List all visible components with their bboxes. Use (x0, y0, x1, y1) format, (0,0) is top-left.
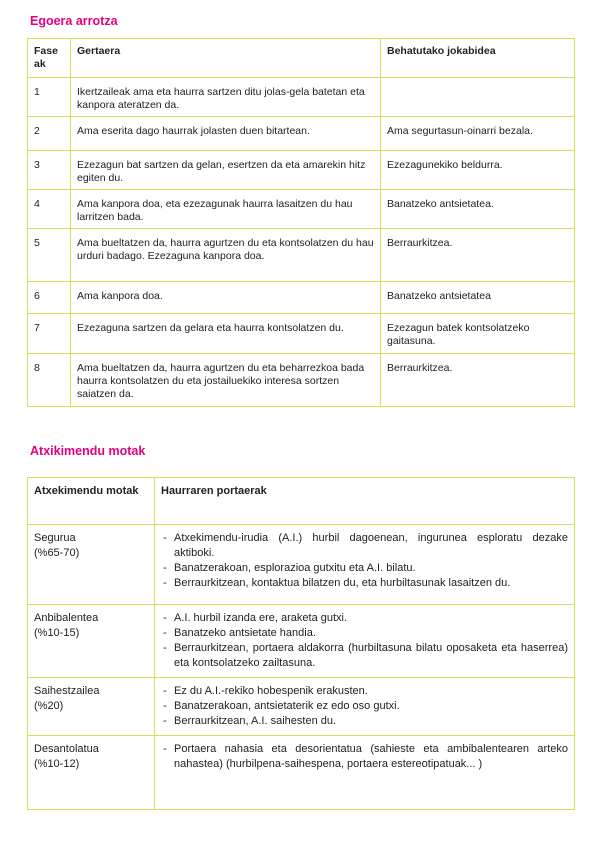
behavior-list-cell (155, 736, 575, 810)
phase-number: 8 (28, 354, 71, 407)
table-row (28, 525, 575, 605)
header-attachment-type: Atxekimendu motak (28, 478, 155, 525)
table-row (28, 151, 575, 190)
table-row (28, 605, 575, 678)
phase-number: 3 (28, 151, 71, 190)
event-text: Ama kanpora doa. (71, 282, 381, 314)
phase-number: 6 (28, 282, 71, 314)
behavior-list-cell (155, 605, 575, 678)
strange-situation-table (27, 38, 575, 407)
event-text: Ezezaguna sartzen da gelara eta haurra kontsolatzen du. (71, 314, 381, 354)
behavior-text: Ezezagun batek kontsolatzeko gaitasuna. (381, 314, 575, 354)
table-header-row (28, 478, 575, 525)
list-item: - Atxekimendu-irudia (A.I.) hurbil dagoenean, ingurunea esploratu dezake aktiboki. (161, 531, 568, 561)
table-header-row (28, 39, 575, 78)
phase-number: 7 (28, 314, 71, 354)
attachment-type-cell (28, 736, 155, 810)
list-item: - Banatzerakoan, antsietaterik ez edo oso gutxi. (161, 699, 568, 714)
event-text: Ama bueltatzen da, haurra agurtzen du eta kontsolatzen du hau urduri badago. Ezezaguna kanpora doa. (71, 229, 381, 282)
list-item: - Berraurkitzean, A.I. saihesten du. (161, 714, 568, 729)
behavior-list-cell (155, 678, 575, 736)
event-text: Ikertzaileak ama eta haurra sartzen ditu jolas-gela batetan eta kanpora ateratzen da. (71, 78, 381, 117)
table-row (28, 678, 575, 736)
attachment-type-percent: (%10-15) (34, 627, 80, 639)
behavior-list (161, 742, 568, 772)
behavior-text: Berraurkitzea. (381, 229, 575, 282)
table-row (28, 190, 575, 229)
table-row (28, 314, 575, 354)
attachment-type-name: Desantolatua (34, 743, 99, 755)
table-row (28, 229, 575, 282)
behavior-text: Banatzeko antsietatea (381, 282, 575, 314)
table-row (28, 282, 575, 314)
list-item: - Portaera nahasia eta desorientatua (sahieste eta ambibalentearen arteko nahastea) (hurbilpena-saihespena, portaera estereotipatuak... ) (161, 742, 568, 772)
phase-number: 2 (28, 117, 71, 151)
header-child-behavior: Haurraren portaerak (155, 478, 575, 525)
table-row (28, 117, 575, 151)
phase-number: 1 (28, 78, 71, 117)
list-item: - Banatzeko antsietate handia. (161, 626, 568, 641)
event-text: Ezezagun bat sartzen da gelan, esertzen da eta amarekin hitz egiten du. (71, 151, 381, 190)
table-row (28, 736, 575, 810)
attachment-type-cell (28, 605, 155, 678)
event-text: Ama eserita dago haurrak jolasten duen bitartean. (71, 117, 381, 151)
header-phase: Fase ak (28, 39, 71, 78)
behavior-text: Berraurkitzea. (381, 354, 575, 407)
behavior-list (161, 611, 568, 671)
attachment-type-name: Segurua (34, 532, 76, 544)
event-text: Ama kanpora doa, eta ezezagunak haurra lasaitzen du hau larritzen bada. (71, 190, 381, 229)
header-event: Gertaera (71, 39, 381, 78)
attachment-type-percent: (%65-70) (34, 547, 80, 559)
attachment-type-cell (28, 525, 155, 605)
behavior-text: Ama segurtasun-oinarri bezala. (381, 117, 575, 151)
behavior-list (161, 531, 568, 591)
table-row (28, 354, 575, 407)
attachment-type-name: Saihestzailea (34, 685, 100, 697)
list-item: - Berraurkitzean, portaera aldakorra (hurbiltasuna bilatu oposaketa eta haserrea) eta kontsolatzeko zailtasuna. (161, 641, 568, 671)
list-item: - Ez du A.I.-rekiko hobespenik erakusten. (161, 684, 568, 699)
list-item: - Berraurkitzean, kontaktua bilatzen du, eta hurbiltasunak lasaitzen du. (161, 576, 568, 591)
attachment-type-percent: (%10-12) (34, 758, 80, 770)
list-item: - A.I. hurbil izanda ere, araketa gutxi. (161, 611, 568, 626)
phase-number: 5 (28, 229, 71, 282)
event-text: Ama bueltatzen da, haurra agurtzen du eta beharrezkoa bada haurra kontsolatzen du eta jostailuekiko interesa sortzen saiatzen da. (71, 354, 381, 407)
behavior-text: Banatzeko antsietatea. (381, 190, 575, 229)
behavior-list-cell (155, 525, 575, 605)
attachment-type-cell (28, 678, 155, 736)
phase-number: 4 (28, 190, 71, 229)
section-title-attachment-types: Atxikimendu motak (30, 444, 146, 458)
behavior-text: Ezezagunekiko beldurra. (381, 151, 575, 190)
attachment-type-percent: (%20) (34, 700, 64, 712)
section-title-strange-situation: Egoera arrotza (30, 14, 118, 28)
behavior-list (161, 684, 568, 729)
attachment-type-name: Anbibalentea (34, 612, 99, 624)
list-item: - Banatzerakoan, esplorazioa gutxitu eta A.I. bilatu. (161, 561, 568, 576)
table-row (28, 78, 575, 117)
behavior-text (381, 78, 575, 117)
header-behavior: Behatutako jokabidea (381, 39, 575, 78)
attachment-types-table (27, 477, 575, 810)
